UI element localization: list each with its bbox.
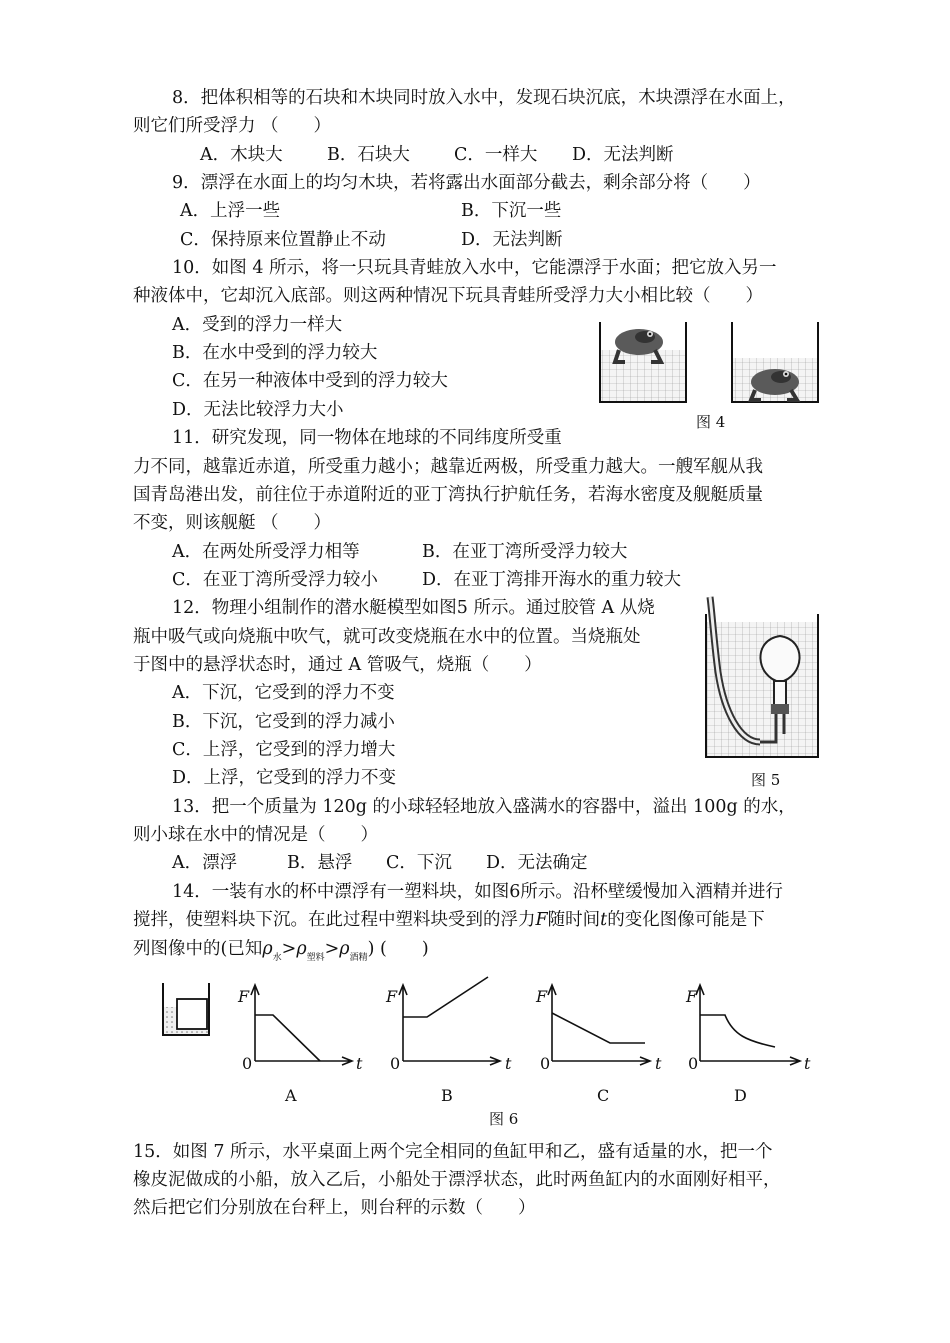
- flask-bulb: [760, 636, 799, 682]
- q10-stem-line2: 种液体中，它却沉入底部。则这两种情况下玩具青蛙所受浮力大小相比较（ ）: [133, 286, 763, 306]
- flask-stopper: [771, 704, 789, 714]
- figure-4-caption: 图 4: [696, 413, 726, 431]
- q14-stem-line3: 列图像中的(已知$\rho_水>\rho_{塑料}>\rho_{酒精}$) ( ): [133, 939, 429, 963]
- graph-d-label: D: [734, 1086, 747, 1105]
- beaker-water-fill: [600, 350, 686, 402]
- q8-stem-line2: 则它们所受浮力 （ ）: [133, 116, 332, 136]
- q13-stem-line2: 则小球在水中的情况是（ ）: [133, 825, 378, 845]
- q9-option-d: D．无法判断: [461, 230, 563, 250]
- graph-b-y-label: F: [386, 987, 398, 1006]
- q9-stem: 9．漂浮在水面上的均匀木块，若将露出水面部分截去，剩余部分将（ ）: [172, 173, 761, 193]
- q12-option-d: D．上浮，它受到的浮力不变: [172, 768, 397, 788]
- q14-stem-line2: 搅拌，使塑料块下沉。在此过程中塑料块受到的浮力F随时间t的变化图像可能是下: [133, 910, 765, 930]
- q15-stem-line3: 然后把它们分别放在台秤上，则台秤的示数（ ）: [133, 1198, 536, 1218]
- q10-option-c: C．在另一种液体中受到的浮力较大: [172, 371, 448, 391]
- graph-d-origin: 0: [688, 1054, 699, 1073]
- q11-stem-line2: 力不同，越靠近赤道，所受重力越小；越靠近两极，所受重力越大。一艘军舰从我: [133, 457, 763, 477]
- graph-d-curve: [700, 1015, 775, 1047]
- q12-stem-line2: 瓶中吸气或向烧瓶中吹气，就可改变烧瓶在水中的位置。当烧瓶处: [133, 627, 641, 647]
- graph-a-x-label: t: [356, 1054, 363, 1073]
- q13-option-d: D．无法确定: [486, 853, 588, 873]
- graph-a-curve: [255, 1015, 320, 1061]
- graph-c-origin: 0: [540, 1054, 551, 1073]
- figure-4-frogs: [595, 320, 825, 405]
- plastic-block: [177, 999, 207, 1029]
- graph-b-curve: [403, 977, 488, 1017]
- q13-option-b: B．悬浮: [287, 853, 353, 873]
- figure-5-submarine-model: [700, 592, 825, 762]
- q12-stem-line3: 于图中的悬浮状态时，通过 A 管吸气，烧瓶（ ）: [133, 655, 542, 675]
- graph-c-label: C: [597, 1086, 610, 1105]
- q10-stem-line1: 10．如图 4 所示，将一只玩具青蛙放入水中，它能漂浮于水面；把它放入另一: [172, 258, 777, 278]
- figure-5-caption: 图 5: [751, 771, 781, 789]
- figure-6-graphs: [155, 975, 815, 1070]
- q12-option-a: A．下沉，它受到的浮力不变: [172, 683, 395, 703]
- q8-option-b: B．石块大: [327, 145, 410, 165]
- q8-option-c: C．一样大: [454, 145, 538, 165]
- q9-option-c: C．保持原来位置静止不动: [180, 230, 386, 250]
- q13-option-a: A．漂浮: [172, 853, 238, 873]
- q9-option-a: A．上浮一些: [180, 201, 281, 221]
- q14-stem-line1: 14．一装有水的杯中漂浮有一塑料块，如图6所示。沿杯壁缓慢加入酒精并进行: [172, 882, 783, 902]
- q11-option-a: A．在两处所受浮力相等: [172, 542, 360, 562]
- graph-c-curve: [552, 1013, 645, 1043]
- graph-c-y-label: F: [536, 987, 548, 1006]
- q11-option-c: C．在亚丁湾所受浮力较小: [172, 570, 378, 590]
- graph-b-x-label: t: [505, 1054, 512, 1073]
- q11-option-b: B．在亚丁湾所受浮力较大: [422, 542, 628, 562]
- q11-stem-line1: 11．研究发现，同一物体在地球的不同纬度所受重: [172, 428, 562, 448]
- q11-stem-line3: 国青岛港出发，前往位于赤道附近的亚丁湾执行护航任务，若海水密度及舰艇质量: [133, 485, 763, 505]
- q10-option-a: A．受到的浮力一样大: [172, 315, 343, 335]
- q11-stem-line4: 不变，则该舰艇 （ ）: [133, 513, 332, 533]
- graph-d-x-label: t: [804, 1054, 811, 1073]
- q10-option-d: D．无法比较浮力大小: [172, 400, 344, 420]
- graph-b: [399, 977, 500, 1065]
- q12-option-c: C．上浮，它受到的浮力增大: [172, 740, 396, 760]
- q10-option-b: B．在水中受到的浮力较大: [172, 343, 378, 363]
- q13-stem-line1: 13．把一个质量为 120g 的小球轻轻地放入盛满水的容器中，溢出 100g 的水，: [172, 797, 796, 817]
- graph-b-origin: 0: [390, 1054, 401, 1073]
- graph-b-label: B: [441, 1086, 453, 1105]
- graph-d: [696, 985, 800, 1065]
- graph-a-origin: 0: [242, 1054, 253, 1073]
- q9-option-b: B．下沉一些: [461, 201, 562, 221]
- graph-d-y-label: F: [686, 987, 698, 1006]
- q8-option-d: D．无法判断: [572, 145, 674, 165]
- graph-c-x-label: t: [655, 1054, 662, 1073]
- q13-option-c: C．下沉: [386, 853, 452, 873]
- q11-option-d: D．在亚丁湾排开海水的重力较大: [422, 570, 682, 590]
- q15-stem-line2: 橡皮泥做成的小船，放入乙后，小船处于漂浮状态，此时两鱼缸内的水面刚好相平，: [133, 1170, 781, 1190]
- q15-stem-line1: 15．如图 7 所示，水平桌面上两个完全相同的鱼缸甲和乙，盛有适量的水，把一个: [133, 1142, 773, 1162]
- graph-c: [548, 985, 650, 1065]
- q12-option-b: B．下沉，它受到的浮力减小: [172, 712, 395, 732]
- graph-a: [251, 985, 352, 1065]
- figure-6-caption: 图 6: [489, 1110, 519, 1128]
- q8-option-a: A．木块大: [200, 145, 283, 165]
- q8-stem-line1: 8．把体积相等的石块和木块同时放入水中，发现石块沉底，木块漂浮在水面上，: [172, 88, 796, 108]
- graph-a-y-label: F: [238, 987, 250, 1006]
- graph-a-label: A: [285, 1086, 297, 1105]
- q12-stem-line1: 12．物理小组制作的潜水艇模型如图5 所示。通过胶管 A 从烧: [172, 598, 655, 618]
